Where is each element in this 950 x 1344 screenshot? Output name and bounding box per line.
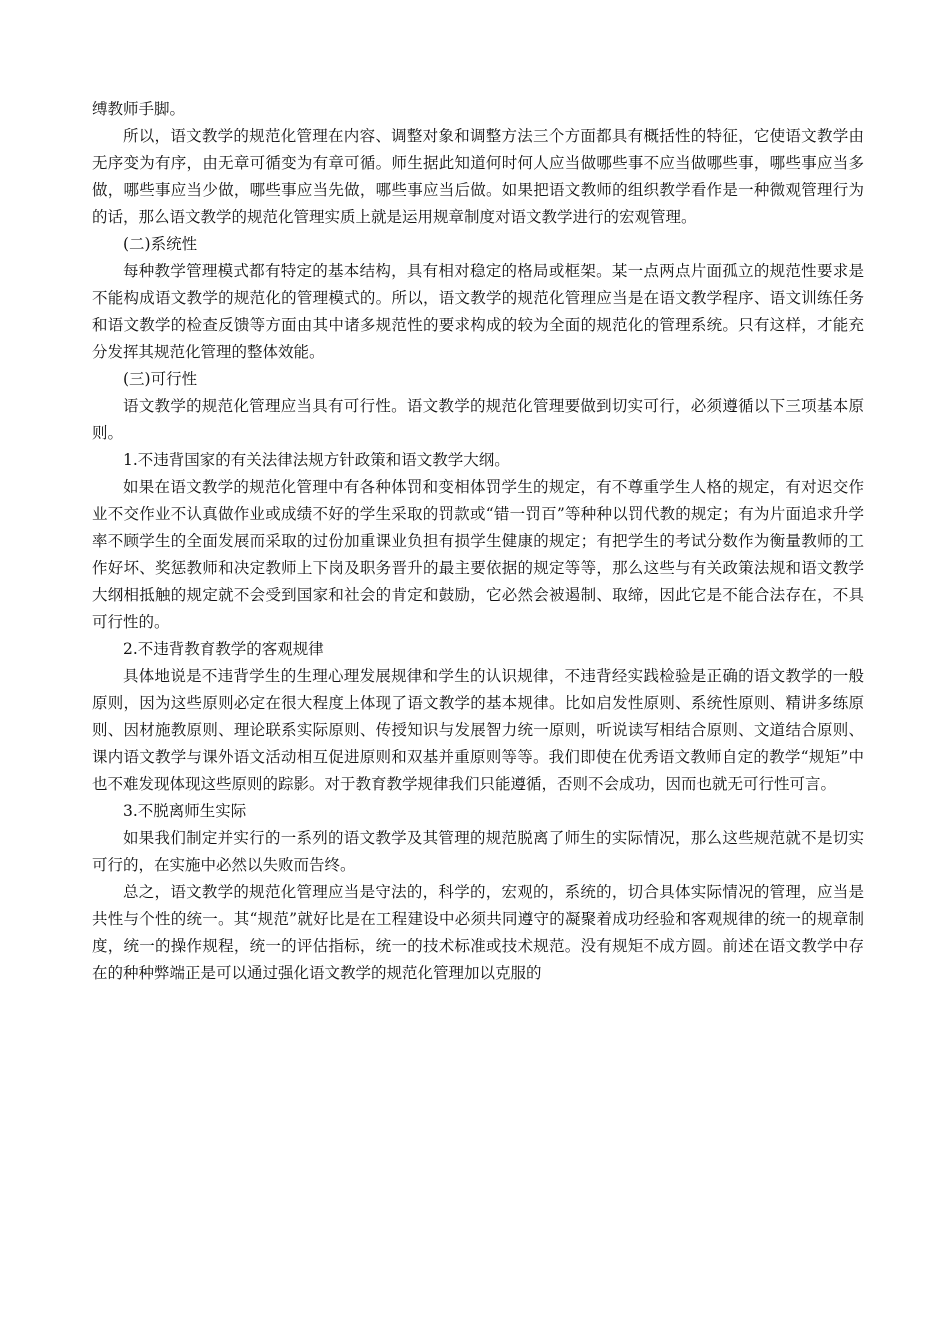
principle-heading-1: 1.不违背国家的有关法律法规方针政策和语文教学大纲。 xyxy=(123,451,510,469)
paragraph-continuation: 缚教师手脚。 xyxy=(92,100,186,118)
paragraph-summary-generality: 所以，语文教学的规范化管理在内容、调整对象和调整方法三个方面都具有概括性的特征，它使语文教学由无序变为有序，由无章可循变为有章可循。师生据此知道何时何人应当做哪些事不应当做哪些事，哪些事应当多做，哪些事应当少做，哪些事应当先做，哪些事应当后做。如果把语文教师的组织教学看作是一种微观管理行为的话，那么语文教学的规范化管理实质上就是运用规章制度对语文教学进行的宏观管理。 xyxy=(92,127,864,226)
paragraph-feasibility-intro: 语文教学的规范化管理应当具有可行性。语文教学的规范化管理要做到切实可行，必须遵循以下三项基本原则。 xyxy=(92,397,864,442)
paragraph-principle-1: 如果在语文教学的规范化管理中有各种体罚和变相体罚学生的规定，有不尊重学生人格的规定，有对迟交作业不交作业不认真做作业或成绩不好的学生采取的罚款或“错一罚百”等种种以罚代教的规定；有为片面追求升学率不顾学生的全面发展而采取的过份加重课业负担有损学生健康的规定；有把学生的考试分数作为衡量教师的工作好坏、奖惩教师和决定教师上下岗及职务晋升的最主要依据的规定等等，那么这些与有关政策法规和语文教学大纲相抵触的规定就不会受到国家和社会的肯定和鼓励，它必然会被遏制、取缔，因此它是不能合法存在，不具可行性的。 xyxy=(92,478,864,631)
paragraph-principle-2: 具体地说是不违背学生的生理心理发展规律和学生的认识规律，不违背经实践检验是正确的语文教学的一般原则，因为这些原则必定在很大程度上体现了语文教学的基本规律。比如启发性原则、系统性原则、精讲多练原则、因材施教原则、理论联系实际原则、传授知识与发展智力统一原则，听说读写相结合原则、文道结合原则、课内语文教学与课外语文活动相互促进原则和双基并重原则等等。我们即使在优秀语文教师自定的教学“规矩”中也不难发现体现这些原则的踪影。对于教育教学规律我们只能遵循，否则不会成功，因而也就无可行性可言。 xyxy=(92,667,864,793)
paragraph-principle-3: 如果我们制定并实行的一系列的语文教学及其管理的规范脱离了师生的实际情况，那么这些规范就不是切实可行的，在实施中必然以失败而告终。 xyxy=(92,829,864,874)
principle-heading-3: 3.不脱离师生实际 xyxy=(123,802,247,820)
principle-heading-2: 2.不违背教育教学的客观规律 xyxy=(123,640,324,658)
section-heading-feasibility: (三)可行性 xyxy=(123,370,198,388)
document-body xyxy=(92,96,864,987)
paragraph-conclusion: 总之，语文教学的规范化管理应当是守法的，科学的，宏观的，系统的，切合具体实际情况的管理，应当是共性与个性的统一。其“规范”就好比是在工程建设中必须共同遵守的凝聚着成功经验和客观规律的统一的规章制度，统一的操作规程，统一的评估指标，统一的技术标准或技术规范。没有规矩不成方圆。前述在语文教学中存在的种种弊端正是可以通过强化语文教学的规范化管理加以克服的 xyxy=(92,883,864,982)
paragraph-systematic: 每种教学管理模式都有特定的基本结构，具有相对稳定的格局或框架。某一点两点片面孤立的规范性要求是不能构成语文教学的规范化的管理模式的。所以，语文教学的规范化管理应当是在语文教学程序、语文训练任务和语文教学的检查反馈等方面由其中诸多规范性的要求构成的较为全面的规范化的管理系统。只有这样，才能充分发挥其规范化管理的整体效能。 xyxy=(92,262,864,361)
section-heading-systematic: (二)系统性 xyxy=(123,235,198,253)
